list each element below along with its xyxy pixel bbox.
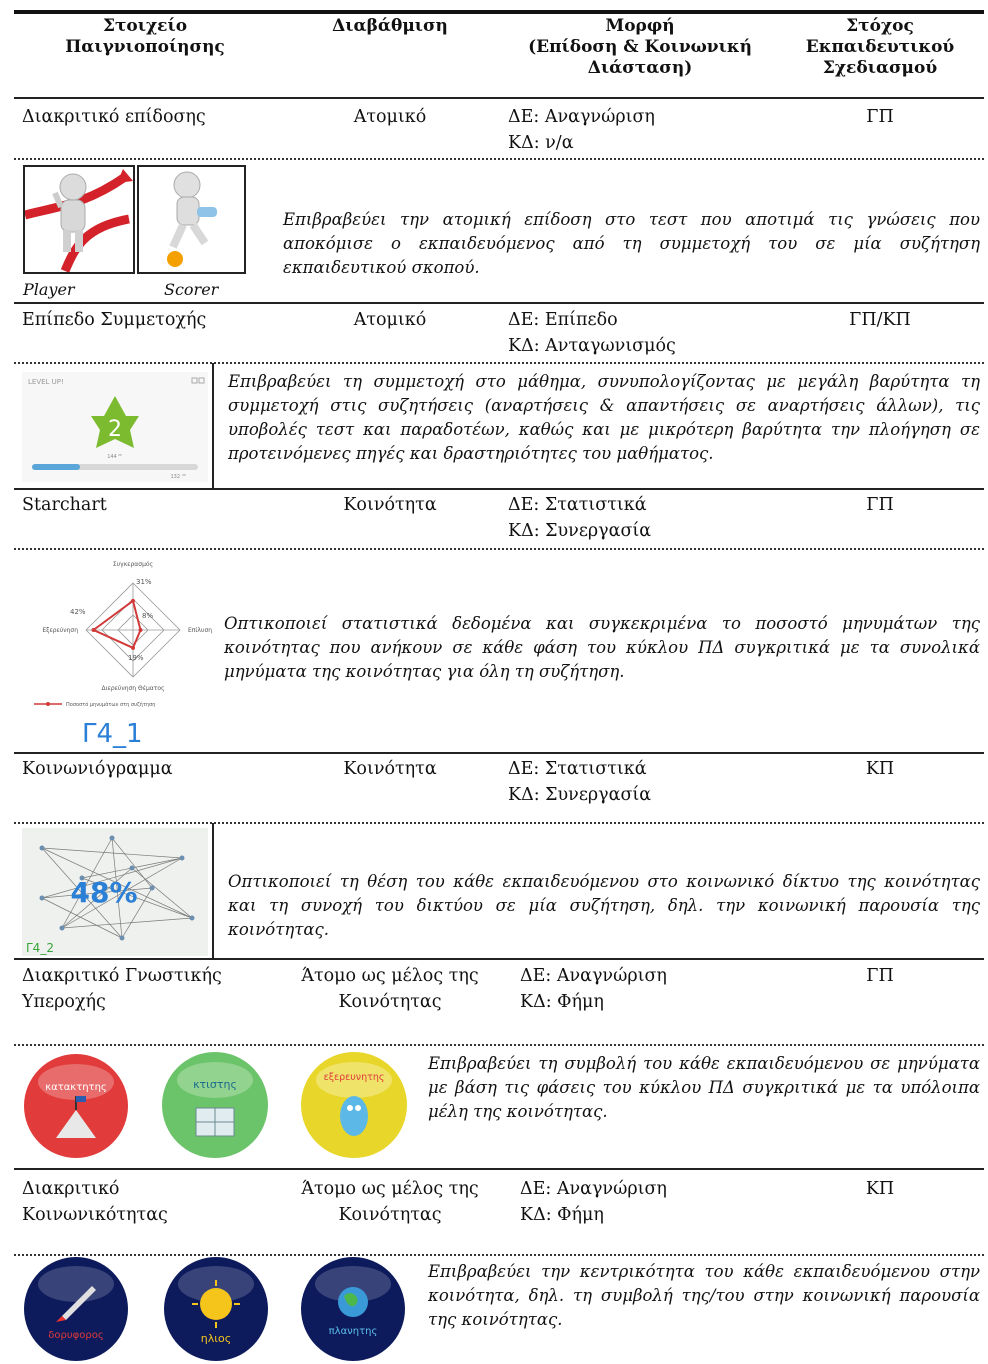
row3-form xyxy=(508,492,651,544)
header-goal-line3: Σχεδιασμού xyxy=(822,58,938,78)
sociogram-image xyxy=(22,828,208,956)
row2-divider xyxy=(14,362,984,364)
row1-element: Διακριτικό επίδοσης xyxy=(22,107,206,127)
row4-form xyxy=(508,756,651,808)
row1-form-line2: ΚΔ: ν/α xyxy=(508,133,574,153)
player-badge-image xyxy=(23,165,135,274)
header-goal xyxy=(780,16,980,79)
starchart-point-1 xyxy=(139,628,143,632)
row4-description: Οπτικοποιεί τη θέση του κάθε εκπαιδευόμενου στο κοινωνικό δίκτυο της κοινότητας και τη συνοχή του δικτύου σε μία συζήτηση, δηλ. την κοινωνική παρουσία της κοινότητας. xyxy=(228,872,980,939)
header-goal-line2: Εκπαιδευτικού xyxy=(805,37,955,57)
level-remaining-unit: XP xyxy=(182,473,186,477)
satellite-label: δορυφορος xyxy=(48,1330,104,1341)
row2-element: Επίπεδο Συμμετοχής xyxy=(22,310,207,330)
starchart-point-2 xyxy=(131,646,135,650)
row1-description: Επιβραβεύει την ατομική επίδοση στο τεστ που αποτιμά τις γνώσεις που αποκόμισε ο εκπαιδευόμενος από τη συμμετοχή του σε μία συζήτηση εκπαιδευτικού σκοπού. xyxy=(283,210,980,277)
row5-form-line1: ΔΕ: Αναγνώριση xyxy=(520,966,667,986)
row3-scale: Κοινότητα xyxy=(343,495,437,515)
starchart-point-3 xyxy=(92,628,96,632)
scorer-caption: Scorer xyxy=(164,280,219,299)
header-form-line1: Μορφή xyxy=(605,16,675,36)
row2-form-line1: ΔΕ: Επίπεδο xyxy=(508,310,618,330)
header-form xyxy=(520,16,760,79)
starchart-svg xyxy=(22,556,224,748)
row3-description: Οπτικοποιεί στατιστικά δεδομένα και συγκεκριμένα το ποσοστό μηνυμάτων της κοινότητας που ανήκουν σε κάθε φάση του κύκλου ΠΔ συγκριτικά με τα συνολικά μηνύματα της κοινότητας για όλη τη συζήτηση. xyxy=(224,614,980,681)
starchart-point-0 xyxy=(131,599,135,603)
row2-form xyxy=(508,307,676,359)
row2-description: Επιβραβεύει τη συμμετοχή στο μάθημα, συνυπολογίζοντας με μεγάλη βαρύτητα τη συμμετοχή στις συζητήσεις (αναρτήσεις & απαντήσεις σε αναρτήσεις άλλων), τις υποβολές τεστ και παραδοτέων, καθώς και με μικρότερη βαρύτητα την πλοήγηση σε προτεινόμενες πηγές και δραστηριότητες του μαθήματος. xyxy=(228,372,980,463)
starchart-value-left: 42% xyxy=(70,608,86,616)
conqueror-badge xyxy=(22,1052,130,1160)
header-form-line2: (Επίδοση & Κοινωνική xyxy=(528,37,752,57)
level-points-unit: XP xyxy=(118,453,122,457)
starchart-image xyxy=(22,556,224,748)
row1-divider xyxy=(14,158,984,160)
row5-goal: ΓΠ xyxy=(866,966,894,986)
level-remaining: 132 xyxy=(170,474,180,480)
explorer-badge xyxy=(298,1050,410,1160)
starchart-axis-bottom: Διερεύνηση Θέματος xyxy=(101,685,165,692)
row5-divider xyxy=(14,1044,984,1046)
row2-image-divider xyxy=(212,363,214,489)
starchart-axis-left: Εξερεύνηση xyxy=(42,627,78,634)
header-element-line2: Παιγνιοποίησης xyxy=(65,37,225,57)
row2-form-line2: ΚΔ: Ανταγωνισμός xyxy=(508,336,676,356)
conqueror-label: κατακτητης xyxy=(45,1082,107,1093)
planet-badge xyxy=(298,1256,408,1362)
row1-scale: Ατομικό xyxy=(353,107,427,127)
row4-form-line1: ΔΕ: Στατιστικά xyxy=(508,759,647,779)
row6-element-line1: Διακριτικό xyxy=(22,1179,120,1199)
row6-scale xyxy=(290,1176,490,1228)
level-up-image xyxy=(22,372,208,482)
row1-form xyxy=(508,104,655,156)
row3-divider xyxy=(14,548,984,550)
row6-element xyxy=(22,1176,168,1228)
planet-label: πλανητης xyxy=(328,1326,378,1337)
header-goal-line1: Στόχος xyxy=(846,16,914,36)
header-form-line3: Διάσταση) xyxy=(587,58,693,78)
row3-form-line1: ΔΕ: Στατιστικά xyxy=(508,495,647,515)
row4-scale: Κοινότητα xyxy=(343,759,437,779)
row5-scale-line2: Κοινότητας xyxy=(338,992,442,1012)
starchart-series-line xyxy=(94,601,141,648)
row4-divider xyxy=(14,822,984,824)
row5-bottom-rule xyxy=(14,1168,984,1170)
header-scale-line1: Διαβάθμιση xyxy=(332,16,448,36)
header-bottom-rule xyxy=(14,97,984,99)
starchart-value-top: 31% xyxy=(136,578,152,586)
row5-scale-line1: Άτομο ως μέλος της xyxy=(301,966,479,986)
row6-description: Επιβραβεύει την κεντρικότητα του κάθε εκπαιδευόμενου στην κοινότητα, δηλ. τη συμβολή της/του στην κοινωνική παρουσία της κοινότητας. xyxy=(428,1262,980,1329)
row2-bottom-rule xyxy=(14,488,984,490)
sociogram-tag: Γ4_2 xyxy=(26,941,54,955)
row1-form-line1: ΔΕ: Αναγνώριση xyxy=(508,107,655,127)
scorer-badge-image xyxy=(137,165,246,274)
row5-element-line1: Διακριτικό Γνωστικής xyxy=(22,966,222,986)
row4-bottom-rule xyxy=(14,958,984,960)
row4-image-divider xyxy=(212,823,214,958)
row3-form-line2: ΚΔ: Συνεργασία xyxy=(508,521,652,541)
player-caption: Player xyxy=(23,280,75,299)
row6-scale-line2: Κοινότητας xyxy=(338,1205,442,1225)
row1-bottom-rule xyxy=(14,302,984,304)
satellite-badge xyxy=(22,1256,130,1362)
row5-description: Επιβραβεύει τη συμβολή του κάθε εκπαιδευόμενου σε μηνύματα με βάση τις φάσεις του κύκλου ΠΔ συγκριτικά με τα υπόλοιπα μέλη της κοινότητας. xyxy=(428,1054,980,1121)
row3-goal: ΓΠ xyxy=(866,495,894,515)
row1-goal: ΓΠ xyxy=(866,107,894,127)
row6-element-line2: Κοινωνικότητας xyxy=(22,1205,168,1225)
builder-badge xyxy=(160,1050,270,1160)
header-scale xyxy=(300,16,480,37)
level-points: 144 xyxy=(107,454,117,460)
row5-scale xyxy=(290,963,490,1015)
row5-form xyxy=(520,963,667,1015)
starchart-tag: Γ4_1 xyxy=(82,719,143,748)
starchart-legend: Ποσοστό μηνυμάτων στη συζήτηση xyxy=(66,702,156,708)
row2-scale: Ατομικό xyxy=(353,310,427,330)
explorer-label: εξερευνητης xyxy=(323,1072,385,1083)
sun-badge xyxy=(162,1256,270,1362)
sun-label: ηλιος xyxy=(200,1332,232,1345)
row4-goal: ΚΠ xyxy=(865,759,895,779)
row5-element xyxy=(22,963,222,1015)
row5-element-line2: Υπεροχής xyxy=(22,992,106,1012)
row3-bottom-rule xyxy=(14,752,984,754)
row6-form-line2: ΚΔ: Φήμη xyxy=(520,1205,604,1225)
builder-label: κτιστης xyxy=(193,1078,237,1091)
starchart-axis-top: Συγκερασμός xyxy=(112,561,154,568)
row4-element: Κοινωνιόγραμμα xyxy=(22,759,173,779)
row6-divider xyxy=(14,1254,984,1256)
row5-form-line2: ΚΔ: Φήμη xyxy=(520,992,604,1012)
level-up-title: LEVEL UP! xyxy=(28,378,64,386)
level-number: 2 xyxy=(108,417,122,442)
header-element-line1: Στοιχείο xyxy=(102,16,188,36)
row6-form-line1: ΔΕ: Αναγνώριση xyxy=(520,1179,667,1199)
header-element xyxy=(40,16,250,58)
starchart-axis-right: Επίλυση xyxy=(188,627,213,634)
sociogram-percent: 48% xyxy=(70,876,138,909)
row6-goal: ΚΠ xyxy=(865,1179,895,1199)
starchart-value-bottom: 19% xyxy=(128,654,144,662)
row4-form-line2: ΚΔ: Συνεργασία xyxy=(508,785,652,805)
row6-form xyxy=(520,1176,667,1228)
table-top-rule xyxy=(14,10,984,14)
starchart-value-right: 8% xyxy=(142,612,154,620)
row6-scale-line1: Άτομο ως μέλος της xyxy=(301,1179,479,1199)
row3-element: Starchart xyxy=(22,495,107,515)
row2-goal: ΓΠ/ΚΠ xyxy=(849,310,911,330)
